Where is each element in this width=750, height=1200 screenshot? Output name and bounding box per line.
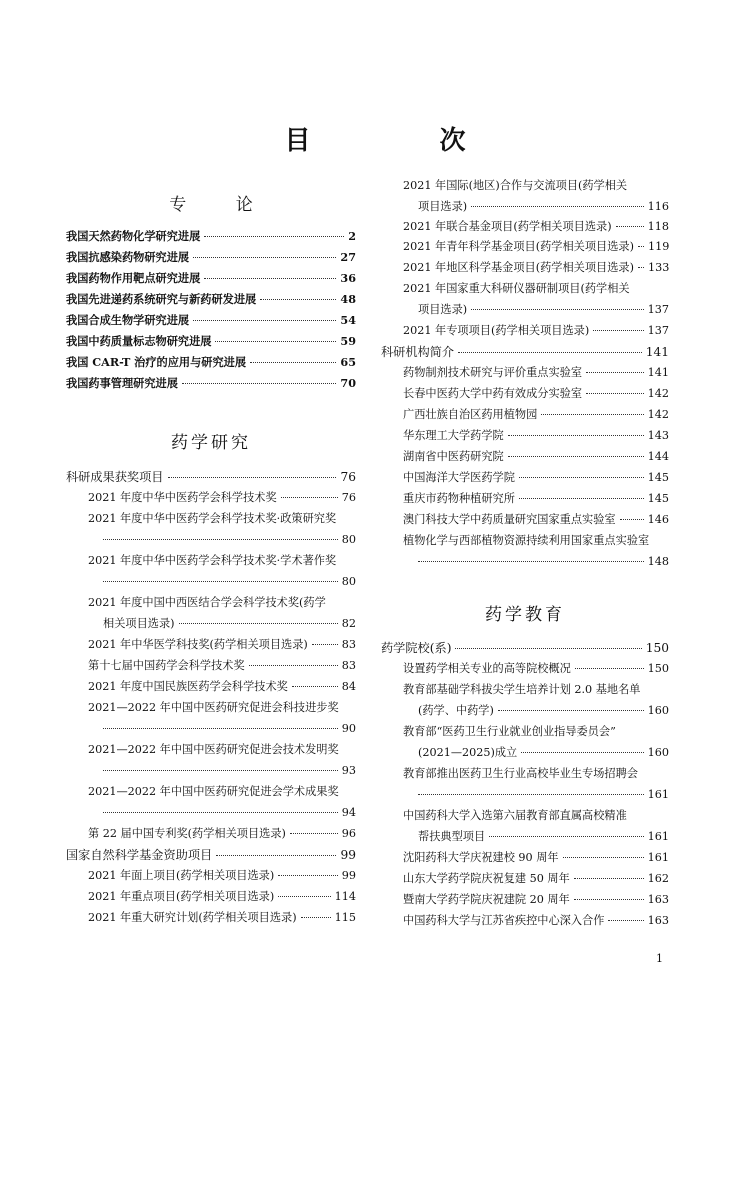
entry-title: (药学、中药学): [418, 704, 494, 717]
dot-leader: [586, 372, 644, 373]
entry-page: 59: [340, 334, 356, 348]
entry-page: 96: [341, 827, 356, 840]
entry-title: 2021 年专项项目(药学相关项目选录): [403, 324, 590, 337]
dot-leader: [215, 341, 336, 342]
dot-leader: [260, 299, 336, 300]
toc-entry-continued[interactable]: [381, 785, 669, 805]
dot-leader: [204, 236, 344, 237]
entry-page: 161: [647, 851, 669, 864]
entry-page: 137: [647, 324, 669, 337]
dot-leader: [498, 710, 644, 711]
toc-entry-line1: 2021 年国家重大科研仪器研制项目(药学相关: [403, 282, 630, 295]
entry-title: 中国药科大学与江苏省疾控中心深入合作: [403, 914, 605, 927]
toc-entry-line1: 2021 年度中国中西医结合学会科学技术奖(药学: [88, 596, 326, 609]
entry-page: 148: [647, 555, 669, 568]
dot-leader: [418, 794, 644, 795]
entry-title: 2021 年面上项目(药学相关项目选录): [88, 869, 275, 882]
toc-entry[interactable]: [381, 911, 669, 931]
dot-leader: [620, 519, 644, 520]
toc-entry-continued[interactable]: [381, 300, 669, 320]
entry-page: 83: [341, 659, 356, 672]
entry-title: 药学院校(系): [381, 641, 452, 655]
dot-leader: [281, 497, 338, 498]
toc-entry[interactable]: [381, 447, 669, 467]
section-heading-yaoxue-yanjiu: 药学研究: [171, 433, 251, 453]
page-title: 目 次: [284, 126, 526, 156]
entry-page: 80: [341, 575, 356, 588]
entry-page: 65: [340, 355, 356, 369]
entry-page: 133: [647, 261, 670, 274]
entry-title: 科研成果获奖项目: [66, 470, 164, 484]
entry-page: 27: [340, 250, 356, 264]
toc-entry[interactable]: [381, 659, 669, 679]
page-number: 1: [656, 952, 663, 965]
entry-title: 暨南大学药学院庆祝建院 20 周年: [403, 893, 570, 906]
toc-entry-continued[interactable]: [66, 572, 356, 592]
dot-leader: [103, 770, 338, 771]
dot-leader: [179, 623, 338, 624]
entry-title: 我国先进递药系统研究与新药研发进展: [66, 292, 257, 306]
entry-title: 华东理工大学药学院: [403, 429, 504, 442]
entry-title: 广西壮族自治区药用植物园: [403, 408, 538, 421]
entry-page: 145: [647, 471, 669, 484]
entry-title: 国家自然科学基金资助项目: [66, 848, 213, 862]
dot-leader: [182, 383, 337, 384]
toc-entry[interactable]: [66, 656, 356, 676]
toc-entry-line1: 2021 年度中华中医药学会科学技术奖·政策研究奖: [88, 512, 337, 525]
toc-entry[interactable]: [66, 226, 356, 246]
entry-title: 我国药事管理研究进展: [66, 376, 178, 390]
toc-entry[interactable]: [66, 268, 356, 288]
entry-page: 145: [647, 492, 669, 505]
entry-page: 116: [647, 200, 669, 213]
entry-title: 长春中医药大学中药有效成分实验室: [403, 387, 583, 400]
entry-title: 第十七届中国药学会科学技术奖: [88, 659, 245, 672]
toc-entry[interactable]: [381, 405, 669, 425]
dot-leader: [574, 878, 644, 879]
entry-title: 2021 年地区科学基金项目(药学相关项目选录): [403, 261, 634, 274]
entry-title: 澳门科技大学中药质量研究国家重点实验室: [403, 513, 616, 526]
dot-leader: [455, 648, 641, 649]
toc-entry-line1: 中国药科大学入选第六届教育部直属高校精准: [403, 809, 627, 822]
dot-leader: [168, 477, 337, 478]
dot-leader: [638, 246, 644, 247]
dot-leader: [638, 267, 644, 268]
dot-leader: [250, 362, 336, 363]
entry-page: 142: [647, 387, 669, 400]
entry-title: 我国药物作用靶点研究进展: [66, 271, 201, 285]
entry-title: 2021 年青年科学基金项目(药学相关项目选录): [403, 240, 634, 253]
entry-title: 帮扶典型项目: [418, 830, 486, 843]
toc-entry[interactable]: [66, 635, 356, 655]
toc-entry-continued[interactable]: [381, 197, 669, 217]
toc-entry-continued[interactable]: [381, 827, 669, 847]
entry-title: 沈阳药科大学庆祝建校 90 周年: [403, 851, 559, 864]
entry-page: 48: [340, 292, 356, 306]
entry-title: 科研机构简介: [381, 345, 455, 359]
toc-entry[interactable]: [66, 373, 356, 393]
entry-page: 80: [341, 533, 356, 546]
toc-entry-line1: 2021—2022 年中国中医药研究促进会学术成果奖: [88, 785, 339, 798]
toc-entry[interactable]: [381, 869, 669, 889]
toc-entry-continued[interactable]: [66, 803, 356, 823]
toc-entry[interactable]: [381, 217, 669, 237]
toc-entry-line1: 教育部基础学科拔尖学生培养计划 2.0 基地名单: [403, 683, 641, 696]
toc-entry[interactable]: [66, 677, 356, 697]
entry-page: 76: [341, 491, 356, 504]
entry-title: 第 22 届中国专利奖(药学相关项目选录): [88, 827, 286, 840]
entry-page: 90: [341, 722, 356, 735]
toc-entry[interactable]: [381, 363, 669, 383]
entry-page: 99: [341, 869, 356, 882]
toc-entry[interactable]: [66, 289, 356, 309]
toc-entry[interactable]: [66, 352, 356, 372]
toc-entry[interactable]: [66, 331, 356, 351]
dot-leader: [489, 836, 644, 837]
dot-leader: [508, 435, 644, 436]
dot-leader: [616, 226, 644, 227]
entry-page: 36: [340, 271, 356, 285]
section-heading-zhuanlun: 专 论: [169, 195, 275, 215]
dot-leader: [103, 539, 338, 540]
entry-title: 2021 年联合基金项目(药学相关项目选录): [403, 220, 612, 233]
toc-entry[interactable]: [66, 887, 356, 907]
dot-leader: [290, 833, 338, 834]
entry-page: 142: [647, 408, 669, 421]
entry-page: 119: [647, 240, 670, 253]
dot-leader: [278, 875, 338, 876]
entry-title: 设置药学相关专业的高等院校概况: [403, 662, 571, 675]
dot-leader: [519, 477, 644, 478]
dot-leader: [574, 899, 644, 900]
entry-page: 84: [341, 680, 356, 693]
toc-entry-line1: 教育部推出医药卫生行业高校毕业生专场招聘会: [403, 767, 638, 780]
entry-page: 150: [647, 662, 669, 675]
section-heading-yaoxue-jiaoyu: 药学教育: [485, 605, 565, 625]
entry-page: 137: [647, 303, 669, 316]
toc-entry[interactable]: [381, 489, 669, 509]
entry-page: 82: [341, 617, 356, 630]
entry-page: 144: [647, 450, 669, 463]
entry-title: 药物制剂技术研究与评价重点实验室: [403, 366, 583, 379]
entry-page: 70: [340, 376, 356, 390]
entry-title: 中国海洋大学医药学院: [403, 471, 515, 484]
toc-entry-line1: 2021—2022 年中国中医药研究促进会科技进步奖: [88, 701, 339, 714]
entry-page: 160: [647, 746, 669, 759]
toc-entry[interactable]: [381, 468, 669, 488]
entry-page: 99: [340, 848, 356, 862]
dot-leader: [471, 309, 644, 310]
entry-page: 94: [341, 806, 356, 819]
entry-page: 161: [647, 788, 669, 801]
entry-page: 163: [647, 893, 669, 906]
toc-entry[interactable]: [381, 426, 669, 446]
toc-entry[interactable]: [66, 488, 356, 508]
toc-entry-line1: 2021 年国际(地区)合作与交流项目(药学相关: [403, 179, 628, 192]
entry-page: 83: [341, 638, 356, 651]
toc-category[interactable]: [66, 467, 356, 487]
entry-title: 2021 年度中华中医药学会科学技术奖: [88, 491, 277, 504]
dot-leader: [563, 857, 644, 858]
entry-page: 118: [647, 220, 669, 233]
entry-title: 山东大学药学院庆祝复建 50 周年: [403, 872, 570, 885]
dot-leader: [471, 206, 644, 207]
entry-title: 我国 CAR-T 治疗的应用与研究进展: [66, 355, 247, 369]
entry-page: 114: [334, 890, 356, 903]
toc-entry-line1: 2021—2022 年中国中医药研究促进会技术发明奖: [88, 743, 339, 756]
entry-page: 115: [334, 911, 356, 924]
toc-entry[interactable]: [66, 824, 356, 844]
entry-page: 150: [645, 641, 669, 655]
entry-title: 项目选录): [418, 200, 468, 213]
entry-title: 重庆市药物种植研究所: [403, 492, 515, 505]
entry-title: 我国抗感染药物研究进展: [66, 250, 190, 264]
toc-entry[interactable]: [381, 321, 669, 341]
toc-entry-continued[interactable]: [66, 614, 356, 634]
toc-entry[interactable]: [381, 890, 669, 910]
entry-title: 我国合成生物学研究进展: [66, 313, 190, 327]
dot-leader: [193, 257, 336, 258]
dot-leader: [292, 686, 338, 687]
entry-title: (2021—2025)成立: [418, 746, 518, 759]
dot-leader: [575, 668, 644, 669]
dot-leader: [249, 665, 338, 666]
toc-category[interactable]: [66, 845, 356, 865]
dot-leader: [103, 812, 338, 813]
toc-entry-line1: 教育部“医药卫生行业就业创业指导委员会”: [403, 725, 616, 738]
dot-leader: [312, 644, 338, 645]
entry-title: 我国中药质量标志物研究进展: [66, 334, 212, 348]
toc-entry[interactable]: [66, 866, 356, 886]
entry-page: 162: [647, 872, 669, 885]
toc-entry-continued[interactable]: [66, 719, 356, 739]
entry-page: 2: [348, 229, 356, 243]
entry-page: 54: [340, 313, 356, 327]
entry-page: 141: [647, 366, 669, 379]
entry-page: 163: [647, 914, 669, 927]
entry-title: 2021 年重大研究计划(药学相关项目选录): [88, 911, 297, 924]
dot-leader: [508, 456, 644, 457]
dot-leader: [103, 728, 338, 729]
entry-title: 2021 年度中国民族医药学会科学技术奖: [88, 680, 288, 693]
toc-entry[interactable]: [381, 510, 669, 530]
dot-leader: [418, 561, 644, 562]
toc-entry-continued[interactable]: [381, 701, 669, 721]
toc-entry[interactable]: [381, 384, 669, 404]
entry-title: 2021 年中华医学科技奖(药学相关项目选录): [88, 638, 308, 651]
toc-category[interactable]: [381, 342, 669, 362]
toc-entry[interactable]: [381, 848, 669, 868]
toc-entry[interactable]: [381, 237, 669, 257]
dot-leader: [519, 498, 644, 499]
entry-page: 160: [647, 704, 669, 717]
dot-leader: [541, 414, 643, 415]
entry-title: 项目选录): [418, 303, 468, 316]
entry-title: 湖南省中医药研究院: [403, 450, 504, 463]
entry-title: 2021 年重点项目(药学相关项目选录): [88, 890, 275, 903]
entry-title: 我国天然药物化学研究进展: [66, 229, 201, 243]
toc-entry[interactable]: [66, 247, 356, 267]
entry-page: 146: [647, 513, 669, 526]
entry-page: 141: [645, 345, 669, 359]
dot-leader: [193, 320, 336, 321]
entry-title: 相关项目选录): [103, 617, 175, 630]
toc-entry[interactable]: [381, 258, 669, 278]
dot-leader: [301, 917, 331, 918]
entry-page: 76: [340, 470, 356, 484]
entry-page: 161: [647, 830, 669, 843]
toc-entry-continued[interactable]: [381, 743, 669, 763]
toc-entry-line1: 2021 年度中华中医药学会科学技术奖·学术著作奖: [88, 554, 337, 567]
toc-category[interactable]: [381, 638, 669, 658]
dot-leader: [458, 352, 642, 353]
toc-entry-continued[interactable]: [66, 530, 356, 550]
toc-entry-line1: 植物化学与西部植物资源持续利用国家重点实验室: [403, 534, 650, 547]
dot-leader: [593, 330, 643, 331]
dot-leader: [103, 581, 338, 582]
entry-page: 93: [341, 764, 356, 777]
toc-entry-continued[interactable]: [66, 761, 356, 781]
dot-leader: [608, 920, 643, 921]
dot-leader: [278, 896, 330, 897]
toc-entry[interactable]: [66, 310, 356, 330]
toc-entry-continued[interactable]: [381, 552, 669, 572]
dot-leader: [204, 278, 336, 279]
dot-leader: [586, 393, 644, 394]
dot-leader: [521, 752, 643, 753]
dot-leader: [216, 855, 336, 856]
toc-entry[interactable]: [66, 908, 356, 928]
entry-page: 143: [647, 429, 669, 442]
